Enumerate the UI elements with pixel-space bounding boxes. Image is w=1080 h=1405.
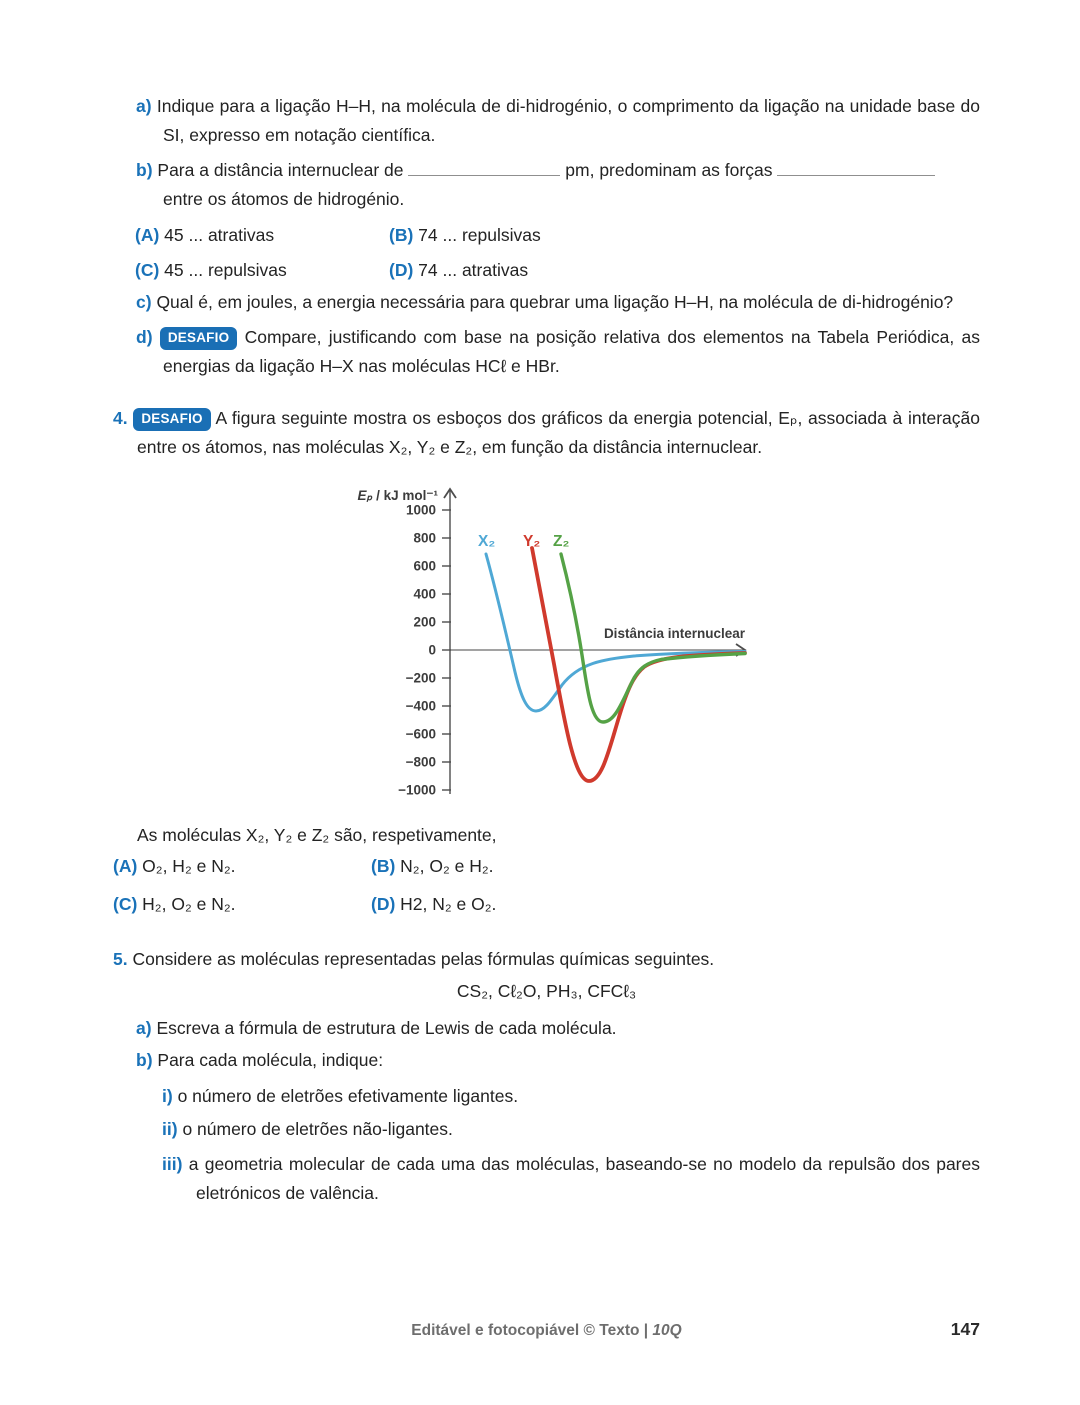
- subitem-i-text: o número de eletrões efetivamente ligantes.: [177, 1086, 519, 1106]
- curve-label-y2: Y₂: [523, 533, 541, 550]
- option-b: [389, 221, 980, 250]
- question-5-item-b: [136, 1046, 980, 1075]
- question-4-options: [113, 852, 980, 919]
- option-c-text: H₂, O₂ e N₂.: [142, 894, 236, 914]
- question-5-number: 5.: [113, 949, 128, 969]
- item-a-text: Escreva a fórmula de estrutura de Lewis de cada molécula.: [156, 1018, 617, 1038]
- ytick-neg200: −200: [405, 670, 436, 686]
- item-b-text-before: Para a distância internuclear de: [157, 160, 404, 180]
- ytick-1000: 1000: [405, 502, 436, 518]
- question-5-text: Considere as moléculas representadas pelas fórmulas químicas seguintes.: [132, 949, 715, 969]
- question-4-text: A figura seguinte mostra os esboços dos gráficos da energia potencial, Eₚ, associada à interação entre os átomos, nas moléculas X₂, Y₂ e Z₂, em função da distância internuclear.: [137, 408, 980, 457]
- potential-energy-chart: [338, 478, 768, 814]
- subitem-ii-label: ii): [162, 1119, 178, 1139]
- ytick-neg400: −400: [405, 698, 436, 714]
- fill-in-blank-forces: [777, 160, 935, 176]
- option-c-label: (C): [135, 260, 160, 280]
- option-c: [113, 890, 371, 919]
- footer-copyright-text: Editável e fotocopiável © Texto | 10Q: [411, 1322, 682, 1339]
- item-b-text-middle: pm, predominam as forças: [565, 160, 773, 180]
- subitem-ii-text: o número de eletrões não-ligantes.: [182, 1119, 453, 1139]
- option-c-text: 45 ... repulsivas: [164, 260, 287, 280]
- ytick-neg1000: −1000: [398, 782, 436, 798]
- ytick-400: 400: [413, 586, 436, 602]
- question-4-stem: [113, 821, 980, 850]
- curve-y2: [532, 548, 745, 781]
- ytick-0: 0: [428, 642, 436, 658]
- question-3-item-b: [136, 156, 980, 214]
- desafio-badge: DESAFIO: [133, 408, 210, 431]
- option-d-text: 74 ... atrativas: [418, 260, 529, 280]
- option-d: [389, 256, 980, 285]
- option-d-label: (D): [371, 894, 396, 914]
- option-a: [113, 852, 371, 881]
- ytick-neg800: −800: [405, 754, 436, 770]
- item-c-label: c): [136, 292, 152, 312]
- option-b-label: (B): [389, 225, 414, 245]
- question-3-options: [135, 221, 980, 285]
- question-3-item-d: [136, 323, 980, 381]
- question-3-item-c: [136, 288, 980, 317]
- page-number: 147: [950, 1319, 980, 1339]
- ytick-neg600: −600: [405, 726, 436, 742]
- item-b-label: b): [136, 1050, 153, 1070]
- option-b: [371, 852, 980, 881]
- desafio-badge: DESAFIO: [160, 327, 237, 350]
- subitem-iii-text: a geometria molecular de cada uma das moléculas, baseando-se no modelo da repulsão dos pares eletrónicos de valência.: [188, 1154, 980, 1203]
- x-axis-title: Distância internuclear: [603, 626, 745, 641]
- potential-energy-figure: [338, 478, 980, 814]
- question-5-subitem-i: [162, 1082, 980, 1111]
- fill-in-blank-distance: [408, 160, 560, 176]
- item-c-text: Qual é, em joules, a energia necessária para quebrar uma ligação H–H, na molécula de di-hidrogénio?: [156, 292, 954, 312]
- question-4-stem-text: As moléculas X₂, Y₂ e Z₂ são, respetivamente,: [137, 825, 497, 845]
- option-c-label: (C): [113, 894, 138, 914]
- question-5-subitem-iii: [162, 1150, 980, 1208]
- option-c: [135, 256, 389, 285]
- page-content: [113, 92, 980, 1208]
- subitem-iii-label: iii): [162, 1154, 183, 1174]
- ytick-200: 200: [413, 614, 436, 630]
- question-5-item-a: [136, 1014, 980, 1043]
- question-4: [113, 404, 980, 462]
- page-footer: [113, 1320, 980, 1342]
- question-5: [113, 945, 980, 974]
- option-d: [371, 890, 980, 919]
- question-3-item-a: [136, 92, 980, 150]
- question-5-subitem-ii: [162, 1115, 980, 1144]
- item-d-label: d): [136, 327, 153, 347]
- option-a-label: (A): [113, 856, 138, 876]
- item-b-text: Para cada molécula, indique:: [157, 1050, 384, 1070]
- option-a-label: (A): [135, 225, 160, 245]
- option-a-text: O₂, H₂ e N₂.: [142, 856, 236, 876]
- item-b-label: b): [136, 160, 153, 180]
- curve-label-x2: X₂: [478, 533, 496, 550]
- option-b-label: (B): [371, 856, 396, 876]
- item-a-label: a): [136, 1018, 152, 1038]
- chemical-formulas-line: CS₂, Cℓ₂O, PH₃, CFCℓ₃: [456, 981, 637, 1001]
- ytick-600: 600: [413, 558, 436, 574]
- subitem-i-label: i): [162, 1086, 173, 1106]
- curve-label-z2: Z₂: [553, 533, 570, 550]
- option-d-label: (D): [389, 260, 414, 280]
- item-a-text: Indique para a ligação H–H, na molécula de di-hidrogénio, o comprimento da ligação na unidade base do SI, expresso em notação científica.: [156, 96, 980, 145]
- ytick-800: 800: [413, 530, 436, 546]
- option-d-text: H2, N₂ e O₂.: [400, 894, 497, 914]
- item-a-label: a): [136, 96, 152, 116]
- footer-edition: 10Q: [652, 1322, 682, 1339]
- question-4-number: 4.: [113, 408, 128, 428]
- option-a: [135, 221, 389, 250]
- option-a-text: 45 ... atrativas: [164, 225, 275, 245]
- option-b-text: N₂, O₂ e H₂.: [400, 856, 494, 876]
- option-b-text: 74 ... repulsivas: [418, 225, 541, 245]
- item-d-text: Compare, justificando com base na posição relativa dos elementos na Tabela Periódica, as energias da ligação H–X nas moléculas HCℓ e HBr.: [163, 327, 980, 376]
- item-b-text-after: entre os átomos de hidrogénio.: [163, 189, 405, 209]
- y-axis-title: Eₚ / kJ mol⁻¹: [357, 488, 438, 503]
